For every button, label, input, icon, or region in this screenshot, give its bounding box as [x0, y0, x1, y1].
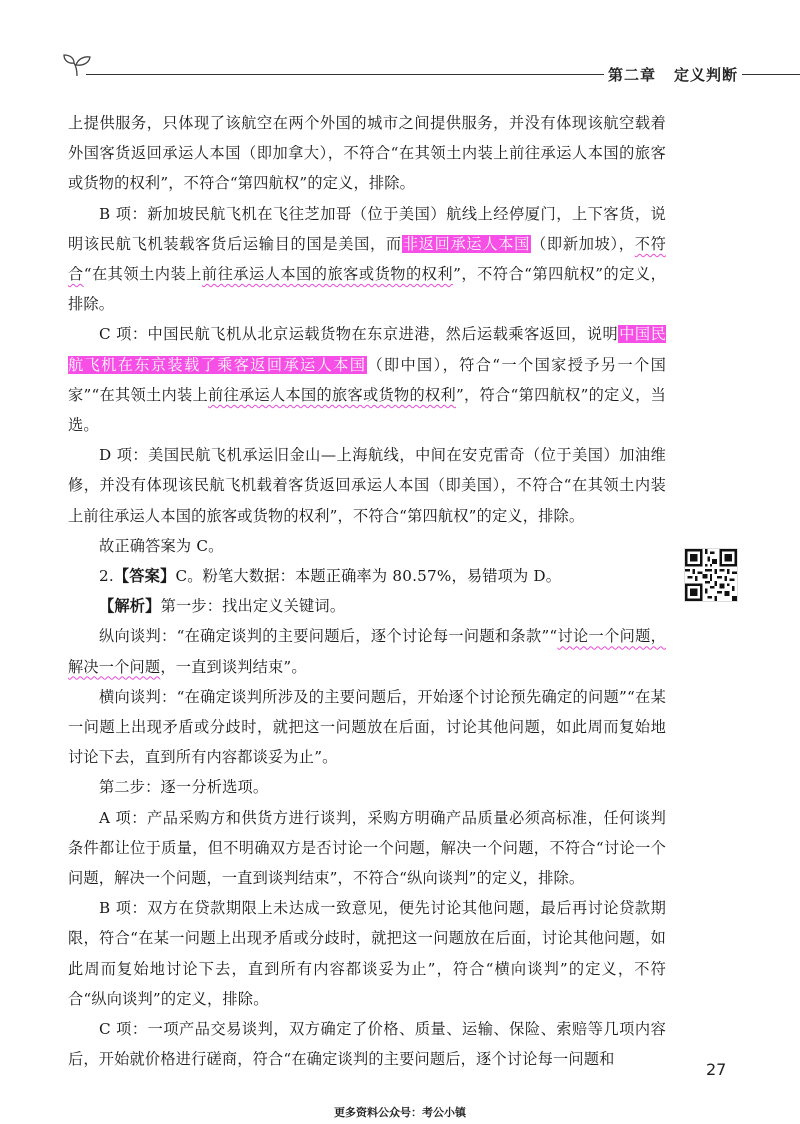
- page-number: 27: [706, 1060, 727, 1079]
- option-d-analysis: D 项：美国民航飞机承运旧金山—上海航线，中间在安克雷奇（位于美国）加油维修，并没有体现该民航飞机载着客货返回承运人本国（即美国），不符合“在其领土内装上前往承运人本国的旅客或货物的权利”，不符合“第四航权”的定义，排除。: [68, 446, 666, 525]
- answer-line: 2.【答案】C。粉笔大数据：本题正确率为 80.57%，易错项为 D。: [99, 567, 562, 586]
- wavy-underline-text: 前往承运人本国的旅客或货物的权利: [201, 265, 454, 284]
- wavy-underline-text: 讨论一个问题，解决一个问题: [68, 627, 667, 676]
- answer-label: 【答案】: [113, 567, 176, 586]
- option-b-analysis-q2: B 项：双方在贷款期限上未达成一致意见，便先讨论其他问题，最后再讨论贷款期限，符合“在某一问题上出现矛盾或分歧时，就把这一问题放在后面，讨论其他问题，如此周而复始地讨论下去，直到所有内容都谈妥为止”，符合“横向谈判”的定义，不符合“纵向谈判”的定义，排除。: [68, 899, 666, 1008]
- analysis-line: 【解析】第一步：找出定义关键词。: [99, 597, 346, 616]
- vertical-negotiation-definition: 纵向谈判：“在确定谈判的主要问题后，逐个讨论每一问题和条款”“讨论一个问题，解决一个问题，一直到谈判结束”。: [68, 627, 667, 676]
- chapter-title: 定义判断: [674, 66, 739, 84]
- page-content: [68, 108, 666, 1075]
- option-c-analysis-q2: C 项：一项产品交易谈判，双方确定了价格、质量、运输、保险、索赔等几项内容后，开始就价格进行磋商，符合“在确定谈判的主要问题后，逐个讨论每一问题和: [68, 1020, 666, 1069]
- qr-code-icon[interactable]: [684, 548, 738, 602]
- option-a-analysis-q2: A 项：产品采购方和供货方进行谈判，采购方明确产品质量必须高标准，任何谈判条件都让位于质量，但不明确双方是否讨论一个问题，解决一个问题，不符合“讨论一个问题，解决一个问题，一直到谈判结束”，不符合“纵向谈判”的定义，排除。: [68, 808, 666, 888]
- chapter-number: 第二章: [608, 66, 657, 84]
- footer-text: 更多资料公众号：考公小镇: [334, 1106, 466, 1119]
- chapter-heading: [604, 64, 742, 85]
- wavy-underline-text: 前往承运人本国的旅客或货物的权利: [208, 385, 456, 404]
- highlight-text: 中国民航飞机在东京装载了乘客返回承运人本国: [68, 325, 667, 374]
- step-two: 第二步：逐一分析选项。: [99, 778, 269, 797]
- horizontal-negotiation-definition: 横向谈判：“在确定谈判所涉及的主要问题后，开始逐个讨论预先确定的问题”“在某一问题上出现矛盾或分歧时，就把这一问题放在后面，讨论其他问题，如此周而复始地讨论下去，直到所有内容都谈妥为止”。: [68, 687, 666, 767]
- highlight-text: 非返回承运人本国: [402, 234, 531, 253]
- answer-conclusion: 故正确答案为 C。: [99, 536, 224, 555]
- paragraph-continuation: 上提供服务，只体现了该航空在两个外国的城市之间提供服务，并没有体现该航空载着外国客货返回承运人本国（即加拿大），不符合“在其领土内装上前往承运人本国的旅客或货物的权利”，不符合“第四航权”的定义，排除。: [68, 114, 666, 193]
- analysis-label: 【解析】: [99, 597, 161, 616]
- option-b-analysis: B 项：新加坡民航飞机在飞往芝加哥（位于美国）航线上经停厦门，上下客货，说明该民航飞机装载客货后运输目的国是美国，而非返回承运人本国（即新加坡），不符合“在其领土内装上前往承运人本国的旅客或货物的权利”，不符合“第四航权”的定义，排除。: [68, 204, 667, 314]
- option-c-analysis: C 项：中国民航飞机从北京运载货物在东京进港，然后运载乘客返回，说明中国民航飞机在东京装载了乘客返回承运人本国（即中国），符合“一个国家授予另一个国家”“在其领土内装上前往承运人本国的旅客或货物的权利”，符合“第四航权”的定义，当选。: [68, 325, 667, 435]
